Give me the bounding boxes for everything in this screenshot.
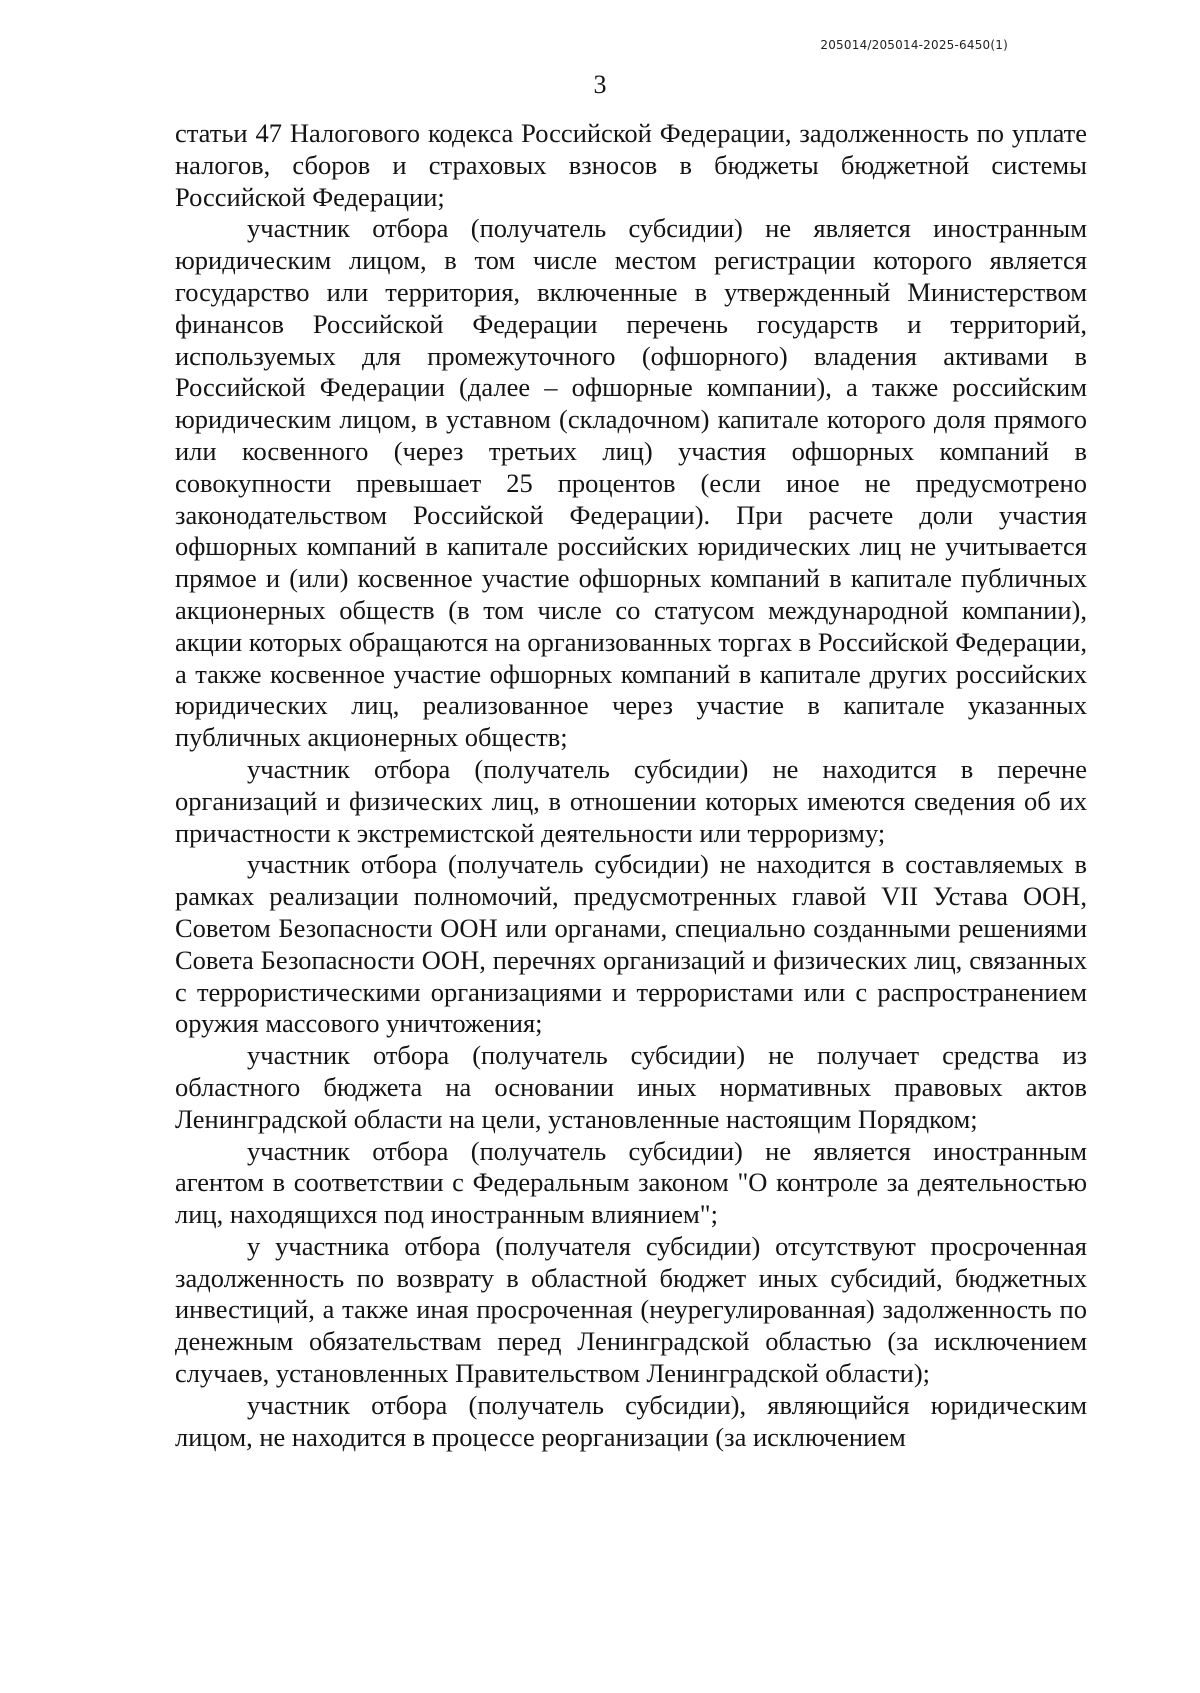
- paragraph-6: участник отбора (получатель субсидии) не является иностранным агентом в соответствии с Федеральным законом "О контроле за деятельностью лиц, находящихся под иностранным влиянием";: [175, 1135, 1087, 1230]
- paragraph-3: участник отбора (получатель субсидии) не находится в перечне организаций и физических лиц, в отношении которых имеются сведения об их причастности к экстремистской деятельности или терроризму;: [175, 753, 1087, 848]
- paragraph-7: у участника отбора (получателя субсидии) отсутствуют просроченная задолженность по возврату в областной бюджет иных субсидий, бюджетных инвестиций, а также иная просроченная (неурегулированная) задолженность по денежным обязательствам перед Ленинградской областью (за исключением случаев, установленных Правительством Ленинградской области);: [175, 1230, 1087, 1389]
- paragraph-8: участник отбора (получатель субсидии), являющийся юридическим лицом, не находится в процессе реорганизации (за исключением: [175, 1389, 1087, 1452]
- paragraph-1: статьи 47 Налогового кодекса Российской Федерации, задолженность по уплате налогов, сборов и страховых взносов в бюджеты бюджетной системы Российской Федерации;: [175, 118, 1087, 212]
- document-id: 205014/205014-2025-6450(1): [820, 38, 1008, 52]
- document-body: [175, 118, 1087, 1453]
- paragraph-5: участник отбора (получатель субсидии) не получает средства из областного бюджета на основании иных нормативных правовых актов Ленинградской области на цели, установленные настоящим Порядком;: [175, 1040, 1087, 1134]
- paragraph-2: участник отбора (получатель субсидии) не является иностранным юридическим лицом, в том числе местом регистрации которого является государство или территория, включенные в утвержденный Министерством финансов Российской Федерации перечень государств и территорий, используемых для промежуточного (офшорного) владения активами в Российской Федерации (далее – офшорные компании), а также российским юридическим лицом, в уставном (складочном) капитале которого доля прямого или косвенного (через третьих лиц) участия офшорных компаний в совокупности превышает 25 процентов (если иное не предусмотрено законодательством Российской Федерации). При расчете доли участия офшорных компаний в капитале российских юридических лиц не учитывается прямое и (или) косвенное участие офшорных компаний в капитале публичных акционерных обществ (в том числе со статусом международной компании), акции которых обращаются на организованных торгах в Российской Федерации, а также косвенное участие офшорных компаний в капитале других российских юридических лиц, реализованное через участие в капитале указанных публичных акционерных обществ;: [175, 213, 1087, 753]
- page-number: 3: [593, 70, 607, 99]
- paragraph-4: участник отбора (получатель субсидии) не находится в составляемых в рамках реализации полномочий, предусмотренных главой VII Устава ООН, Советом Безопасности ООН или органами, специально созданными решениями Совета Безопасности ООН, перечнях организаций и физических лиц, связанных с террористическими организациями и террористами или с распространением оружия массового уничтожения;: [175, 849, 1087, 1039]
